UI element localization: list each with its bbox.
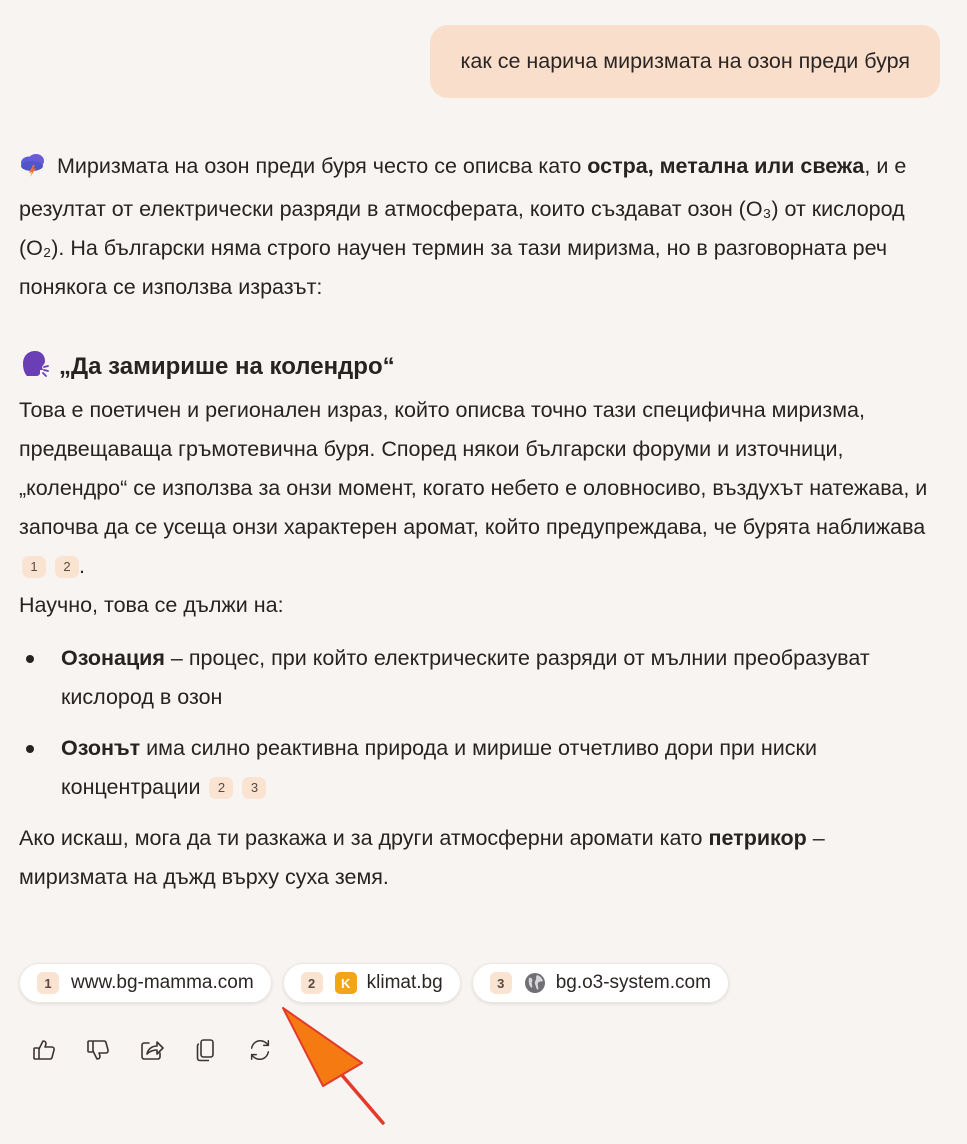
source-chip-bg-mamma[interactable] — [19, 963, 272, 1003]
speaking-head-icon — [19, 350, 49, 391]
source-number: 1 — [37, 972, 59, 994]
storm-cloud-icon — [19, 151, 47, 190]
sources-row — [19, 963, 729, 1003]
thumbs-down-icon[interactable] — [85, 1036, 111, 1064]
heading-text: „Да замирише на колендро“ — [59, 353, 395, 380]
answer-closing-paragraph: Ако искаш, мога да ти разкажа и за други атмосферни аромати като петрикор – миризмата на дъжд върху суха земя. — [19, 826, 825, 889]
answer-body-paragraph: Това е поетичен и регионален израз, който описва точно тази специфична миризма, предвещаваща гръмотевична буря. Според някои български форуми и източници, „колендро“ се използва за онзи момент, когато небето е оловносиво, въздухът натежава, и започва да се усеща онзи характерен аромат, който предупреждава, че бурята наближава 1 2 . — [19, 398, 928, 578]
source-chip-klimat[interactable] — [283, 963, 461, 1003]
source-chip-o3-system[interactable] — [472, 963, 729, 1003]
source-label: bg.o3-system.com — [555, 972, 711, 993]
regenerate-icon[interactable] — [247, 1036, 273, 1064]
citation-badge[interactable]: 1 — [22, 556, 46, 578]
source-label: klimat.bg — [366, 972, 443, 993]
bullet-list — [19, 639, 939, 807]
share-icon[interactable] — [139, 1036, 165, 1064]
list-item: Озонация – процес, при който електрическите разряди от мълнии преобразуват кислород в озон — [19, 639, 939, 717]
citation-badge[interactable]: 3 — [242, 777, 266, 799]
section-heading — [19, 347, 939, 391]
answer-lead-paragraph: Научно, това се дължи на: — [19, 593, 284, 617]
user-message-bubble — [430, 25, 940, 98]
list-item: Озонът има силно реактивна природа и мирише отчетливо дори при ниски концентрации 2 3 — [19, 729, 939, 807]
citation-badge[interactable]: 2 — [209, 777, 233, 799]
bold-phrase: остра, метална или свежа — [587, 154, 865, 178]
source-number: 2 — [301, 972, 323, 994]
globe-icon — [524, 972, 546, 994]
assistant-answer — [19, 147, 939, 897]
copy-icon[interactable] — [193, 1036, 219, 1064]
source-number: 3 — [490, 972, 512, 994]
user-message-text: как се нарича миризмата на озон преди буря — [460, 49, 910, 73]
k-icon: K — [335, 972, 357, 994]
citation-badge[interactable]: 2 — [55, 556, 79, 578]
message-actions — [31, 1036, 273, 1064]
source-label: www.bg-mamma.com — [71, 972, 254, 993]
answer-intro-paragraph: Миризмата на озон преди буря често се описва като остра, метална или свежа, и е резултат от електрически разряди в атмосферата, които създават озон (O₃) от кислород (O₂). На български няма строго научен термин за тази миризма, но в разговорната реч понякога се използва изразът: — [19, 147, 939, 307]
thumbs-up-icon[interactable] — [31, 1036, 57, 1064]
